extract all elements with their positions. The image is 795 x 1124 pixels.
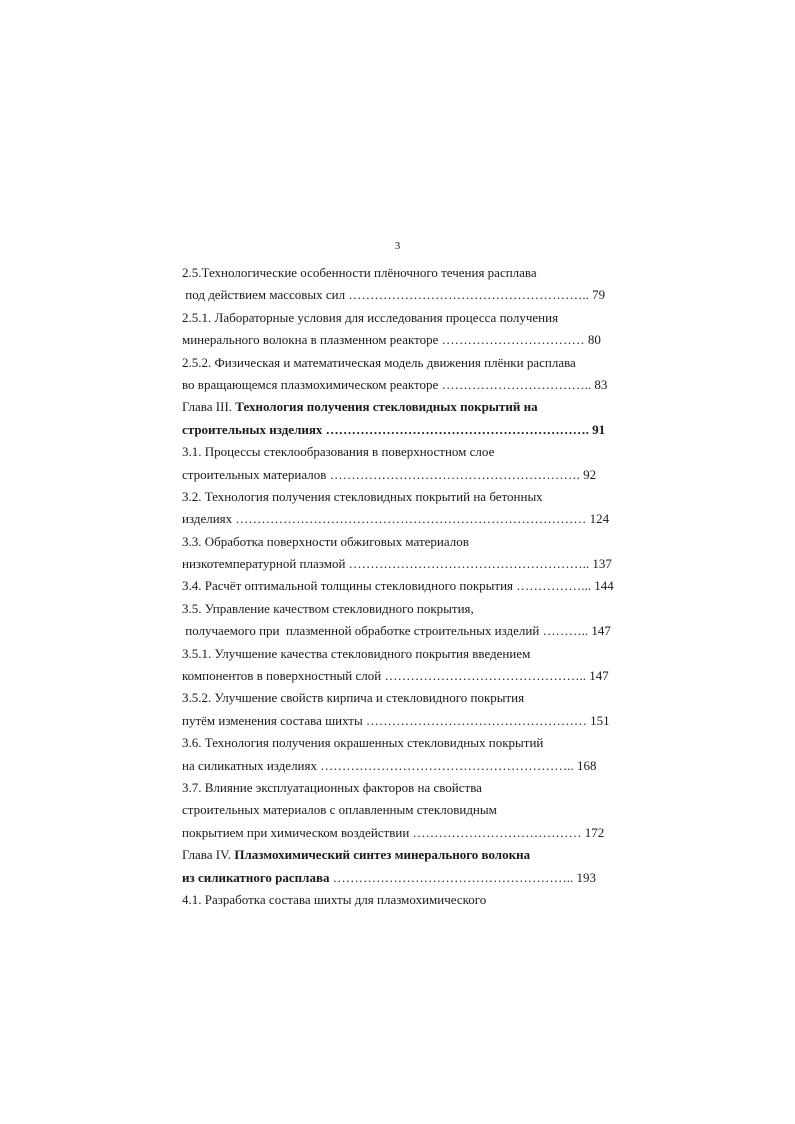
toc-text: 3.3. Обработка поверхности обжиговых материалов xyxy=(182,533,469,549)
toc-text: получаемого при плазменной обработке строительных изделий ……….. 147 xyxy=(182,623,611,639)
toc-line xyxy=(182,732,622,754)
toc-line xyxy=(182,486,622,508)
toc-line xyxy=(182,598,622,620)
toc-text: 3.5.1. Улучшение качества стекловидного покрытия введением xyxy=(182,645,531,661)
toc-text: покрытием при химическом воздействии ………………………………… 172 xyxy=(182,824,605,840)
toc-line xyxy=(182,329,622,351)
toc-line xyxy=(182,374,622,396)
toc-line xyxy=(182,307,622,329)
page-number: 3 xyxy=(394,240,401,252)
toc-text-bold: Плазмохимический синтез минерального волокна xyxy=(234,847,531,863)
toc-line xyxy=(182,262,622,284)
toc-line xyxy=(182,844,622,866)
toc-text: путём изменения состава шихты …………………………………………… 151 xyxy=(182,712,610,728)
toc-line xyxy=(182,665,622,687)
toc-line xyxy=(182,889,622,911)
toc-text: на силикатных изделиях ………………………………………………….. 168 xyxy=(182,757,597,773)
toc-text: 2.5.2. Физическая и математическая модель движения плёнки расплава xyxy=(182,354,576,370)
toc-text: изделиях ……………………………………………………………………… 124 xyxy=(182,511,610,527)
toc-text: компонентов в поверхностный слой ……………………………………….. 147 xyxy=(182,668,609,684)
toc-text: 3.7. Влияние эксплуатационных факторов на свойства xyxy=(182,779,482,795)
toc-line xyxy=(182,822,622,844)
toc-text: 2.5.Технологические особенности плёночного течения расплава xyxy=(182,265,537,280)
toc-line xyxy=(182,799,622,821)
toc-line xyxy=(182,531,622,553)
toc-text: низкотемпературной плазмой ……………………………………………….. 137 xyxy=(182,556,612,572)
toc-text: 3.5. Управление качеством стекловидного покрытия, xyxy=(182,600,474,616)
toc-line xyxy=(182,419,622,441)
toc-text-bold: из силикатного расплава xyxy=(182,869,330,885)
toc-text: ……………………………………………….. 193 xyxy=(329,869,596,885)
toc-text: Глава III. xyxy=(182,399,236,415)
toc-text: под действием массовых сил ……………………………………………….. 79 xyxy=(182,287,606,303)
toc-text-bold: строительных изделиях ……………………………………………………. 91 xyxy=(182,421,606,437)
toc-text: 3.1. Процессы стеклообразования в поверхностном слое xyxy=(182,444,495,460)
toc-line xyxy=(182,352,622,374)
toc-text: 3.2. Технология получения стекловидных покрытий на бетонных xyxy=(182,488,543,504)
toc-line xyxy=(182,777,622,799)
toc-line xyxy=(182,553,622,575)
toc-text: 3.6. Технология получения окрашенных стекловидных покрытий xyxy=(182,735,544,751)
toc-line xyxy=(182,687,622,709)
toc-text: строительных материалов …………………………………………………. 92 xyxy=(182,466,597,482)
toc-line xyxy=(182,867,622,889)
table-of-contents xyxy=(182,262,622,911)
toc-line xyxy=(182,620,622,642)
toc-text-bold: Технология получения стекловидных покрытий на xyxy=(235,399,538,415)
toc-line xyxy=(182,710,622,732)
toc-text: 3.4. Расчёт оптимальной толщины стекловидного покрытия ……………... 144 xyxy=(182,578,614,594)
toc-line xyxy=(182,464,622,486)
toc-text: строительных материалов с оплавленным стекловидным xyxy=(182,802,497,818)
toc-line xyxy=(182,575,622,597)
toc-line xyxy=(182,441,622,463)
toc-line xyxy=(182,396,622,418)
toc-text: 3.5.2. Улучшение свойств кирпича и стекловидного покрытия xyxy=(182,690,525,706)
toc-line xyxy=(182,755,622,777)
toc-line xyxy=(182,508,622,530)
toc-text: 4.1. Разработка состава шихты для плазмохимического xyxy=(182,891,487,907)
toc-line xyxy=(182,284,622,306)
toc-text: во вращающемся плазмохимическом реакторе …………………………….. 83 xyxy=(182,376,608,392)
toc-text: 2.5.1. Лабораторные условия для исследования процесса получения xyxy=(182,309,559,325)
toc-line xyxy=(182,643,622,665)
toc-text: Глава IV. xyxy=(182,847,235,863)
toc-text: минерального волокна в плазменном реакторе …………………………… 80 xyxy=(182,332,601,348)
